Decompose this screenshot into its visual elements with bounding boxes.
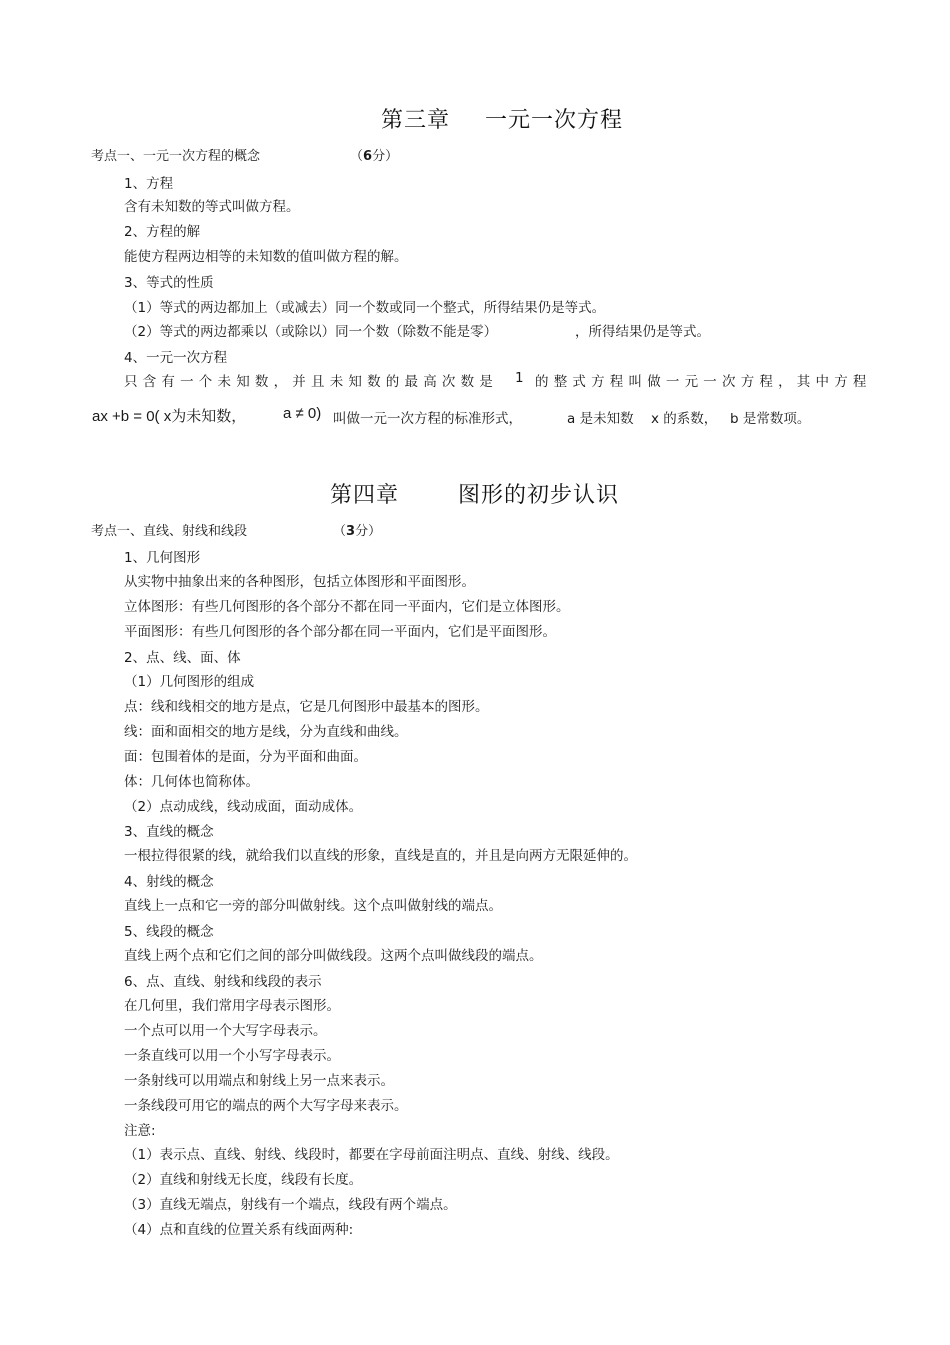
ch4-note-item: （2）直线和射线无长度，线段有长度。 bbox=[124, 1172, 363, 1188]
ch4-text: （2）点动成线，线动成面，面动成体。 bbox=[124, 799, 363, 815]
ch4-note-item: （4）点和直线的位置关系有线面两种: bbox=[124, 1222, 354, 1238]
ch3-formula-condition: a ≠ 0) bbox=[283, 405, 322, 422]
ch3-text: 的整式方程叫做一元一次方程，其中方程 bbox=[535, 374, 872, 390]
ch4-text: 从实物中抽象出来的各种图形，包括立体图形和平面图形。 bbox=[124, 574, 475, 590]
ch4-text: 一个点可以用一个大写字母表示。 bbox=[124, 1023, 327, 1039]
ch3-text: 1 bbox=[515, 370, 524, 386]
ch3-text: （1）等式的两边都加上（或减去）同一个数或同一个整式，所得结果仍是等式。 bbox=[124, 300, 606, 316]
ch4-text: 直线上一点和它一旁的部分叫做射线。这个点叫做射线的端点。 bbox=[124, 898, 502, 914]
ch3-keypoint-label: 考点一、一元一次方程的概念 bbox=[91, 149, 261, 164]
chapter4-title: 图形的初步认识 bbox=[458, 483, 620, 508]
ch4-text: 点：线和线相交的地方是点，它是几何图形中最基本的图形。 bbox=[124, 699, 489, 715]
chapter3-title: 一元一次方程 bbox=[485, 108, 624, 133]
ch4-text: 一条直线可以用一个小写字母表示。 bbox=[124, 1048, 340, 1064]
ch4-note-label: 注意: bbox=[124, 1123, 156, 1139]
ch4-text: 一条线段可用它的端点的两个大写字母来表示。 bbox=[124, 1098, 408, 1114]
ch3-keypoint-score: （6分） bbox=[350, 149, 399, 164]
ch4-heading: 3、直线的概念 bbox=[124, 824, 214, 840]
ch4-keypoint-score: （3分） bbox=[333, 524, 382, 539]
ch4-heading: 2、点、线、面、体 bbox=[124, 650, 241, 666]
ch4-text: 一根拉得很紧的线，就给我们以直线的形象，直线是直的，并且是向两方无限延伸的。 bbox=[124, 848, 637, 864]
ch4-note-item: （3）直线无端点，射线有一个端点，线段有两个端点。 bbox=[124, 1197, 457, 1213]
ch3-text: 只含有一个未知数，并且未知数的最高次数是 bbox=[124, 374, 498, 390]
ch4-text: 直线上两个点和它们之间的部分叫做线段。这两个点叫做线段的端点。 bbox=[124, 948, 543, 964]
ch4-text: 平面图形：有些几何图形的各个部分都在同一平面内，它们是平面图形。 bbox=[124, 624, 556, 640]
ch3-text: 能使方程两边相等的未知数的值叫做方程的解。 bbox=[124, 249, 408, 265]
ch4-heading: 5、线段的概念 bbox=[124, 924, 214, 940]
ch4-heading: 1、几何图形 bbox=[124, 550, 201, 566]
ch3-text: ，所得结果仍是等式。 bbox=[575, 324, 710, 340]
ch4-text: 一条射线可以用端点和射线上另一点来表示。 bbox=[124, 1073, 394, 1089]
ch3-formula: ax +b = 0( x为未知数， bbox=[92, 408, 247, 425]
ch4-keypoint-label: 考点一、直线、射线和线段 bbox=[91, 524, 248, 539]
ch4-text: （1）几何图形的组成 bbox=[124, 674, 255, 690]
ch4-text: 线：面和面相交的地方是线，分为直线和曲线。 bbox=[124, 724, 408, 740]
ch4-heading: 4、射线的概念 bbox=[124, 874, 214, 890]
ch4-text: 在几何里，我们常用字母表示图形。 bbox=[124, 998, 340, 1014]
ch4-note-item: （1）表示点、直线、射线、线段时，都要在字母前面注明点、直线、射线、线段。 bbox=[124, 1147, 619, 1163]
ch3-heading-properties: 3、等式的性质 bbox=[124, 275, 214, 291]
ch3-heading-solution: 2、方程的解 bbox=[124, 224, 201, 240]
ch3-text: x 的系数， bbox=[651, 411, 718, 427]
ch4-text: 体：几何体也简称体。 bbox=[124, 774, 259, 790]
ch3-heading-linear: 4、一元一次方程 bbox=[124, 350, 228, 366]
chapter3-number: 第三章 bbox=[381, 108, 451, 133]
ch4-heading: 6、点、直线、射线和线段的表示 bbox=[124, 974, 322, 990]
ch3-text: b 是常数项。 bbox=[730, 411, 811, 427]
ch3-text: a 是未知数 bbox=[567, 411, 634, 427]
ch3-text: 叫做一元一次方程的标准形式， bbox=[333, 411, 522, 427]
ch3-text: （2）等式的两边都乘以（或除以）同一个数（除数不能是零） bbox=[124, 324, 498, 340]
ch4-text: 面：包围着体的是面，分为平面和曲面。 bbox=[124, 749, 367, 765]
ch4-text: 立体图形：有些几何图形的各个部分不都在同一平面内，它们是立体图形。 bbox=[124, 599, 570, 615]
ch3-text: 含有未知数的等式叫做方程。 bbox=[124, 199, 300, 215]
chapter4-number: 第四章 bbox=[330, 483, 400, 508]
ch3-heading-equation: 1、方程 bbox=[124, 176, 174, 192]
